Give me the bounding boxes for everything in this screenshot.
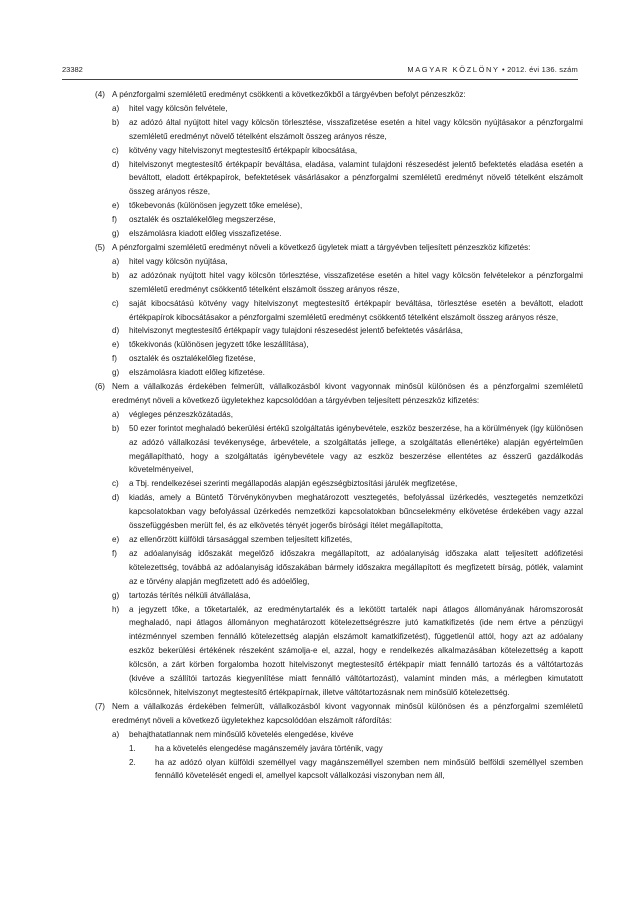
- list-item-letter: a): [112, 256, 120, 266]
- paragraph-text: Nem a vállalkozás érdekében felmerült, vállalkozásból kivont vagyonnak minősül különösen és a pénzforgalmi szemléletű eredményt növeli a következő ügyletekhez kapcsolódóan a tárgyévben teljesített pénzeszköz kifizetés:: [112, 382, 583, 405]
- list-item: [112, 269, 583, 297]
- list-item-text: hitelviszonyt megtestesítő értékpapír beváltása, eladása, valamint tulajdoni részesedést jelentő befektetés eladása esetén a beváltott, eladott értékpapírok, befektetések vásárlásakor a pénzforgalmi szemléletű eredményt növelő tételként elszámolt összeg arányos része,: [129, 159, 583, 197]
- list-item: [112, 547, 583, 589]
- header-rule: [62, 79, 578, 80]
- list-item-text: tőkebevonás (különösen jegyzett tőke emelése),: [129, 201, 303, 211]
- paragraph-text: Nem a vállalkozás érdekében felmerült, vállalkozásból kivont vagyonnak minősül különösen és a pénzforgalmi szemléletű eredményt növeli a következő ügyletekhez kapcsolódóan elszámolt ráfordítás:: [112, 701, 583, 725]
- list-item: [112, 144, 583, 158]
- sub-list-item-number: 1.: [129, 743, 136, 753]
- list-item: [112, 102, 583, 116]
- list-item-text: hitel vagy kölcsön nyújtása,: [129, 256, 228, 266]
- list-item: [112, 477, 583, 491]
- list-item-text: hitelviszonyt megtestesítő értékpapír vagy tulajdoni részesedést jelentő befektetés vásárlása,: [129, 326, 463, 336]
- list-item-text: az ellenőrzött külföldi társasággal szemben teljesített kifizetés,: [129, 535, 353, 544]
- list-item: [112, 589, 583, 603]
- list-item-letter: g): [112, 368, 120, 378]
- list-item-text: tartozás térítés nélküli átvállalása,: [129, 590, 251, 600]
- paragraph-number: (4): [95, 90, 105, 99]
- list-item-text: az adóalanyiság időszakát megelőző időszakra megállapított, az adóalanyiság időszaka alatt teljesített adófizetési kötelezettség, továbbá az adóalanyiság időszakában bármely időszakra megállapított és megfizetett bírság, pótlék, valamint az e törvény alapján megfizetett adó és adóelőleg,: [129, 548, 583, 586]
- list-item-letter: e): [112, 340, 120, 350]
- list-item: [112, 352, 583, 366]
- list-item-letter: d): [112, 493, 120, 503]
- list-item-text: behajthatatlannak nem minősülő követelés elengedése, kivéve: [129, 729, 354, 739]
- paragraph-number: (5): [95, 242, 105, 252]
- list-item: [112, 213, 583, 227]
- list-item-letter: h): [112, 604, 120, 614]
- list-item: [112, 158, 583, 200]
- sub-list-item: [129, 742, 583, 756]
- list-item: [112, 116, 583, 144]
- sub-list-item-number: 2.: [129, 757, 136, 767]
- list-item-text: elszámolásra kiadott előleg kifizetése.: [129, 368, 265, 378]
- sub-list-item-text: ha az adózó olyan külföldi személlyel vagy magánszeméllyel szemben nem minősülő belföldi személlyel szemben fennálló követelését engedi el, amellyel kapcsolt vállalkozási viszonyban nem áll,: [155, 757, 583, 781]
- list-item-text: a Tbj. rendelkezései szerinti megállapodás alapján egészségbiztosítási járulék megfizetése,: [129, 479, 458, 489]
- page-header: [62, 64, 578, 76]
- paragraph: [95, 88, 583, 241]
- list-item-text: tőkekivonás (különösen jegyzett tőke leszállítása),: [129, 340, 309, 350]
- list-item-text: osztalék és osztalékelőleg megszerzése,: [129, 215, 276, 225]
- list-item: [112, 297, 583, 325]
- list-item-letter: b): [112, 423, 120, 433]
- list-item-text: az adózó által nyújtott hitel vagy kölcsön törlesztése, visszafizetése esetén a hitel vagy kölcsön nyújtásakor a pénzforgalmi szemléletű eredményt növelő tételként elszámolt összeg arányos része,: [129, 117, 583, 141]
- list-item-text: hitel vagy kölcsön felvétele,: [129, 103, 228, 113]
- list-item: [112, 533, 583, 547]
- list-item-text: elszámolásra kiadott előleg visszafizetése.: [129, 229, 282, 239]
- list-item-letter: g): [112, 229, 120, 239]
- list-item: [112, 227, 583, 241]
- list-item: [112, 199, 583, 213]
- list-item-letter: d): [112, 159, 120, 169]
- list-item-letter: a): [112, 409, 120, 419]
- list-item-letter: b): [112, 270, 120, 280]
- paragraph-text: A pénzforgalmi szemléletű eredményt növeli a következő ügyletek miatt a tárgyévben teljesített pénzeszköz kifizetés:: [112, 242, 531, 252]
- sub-list-item-text: ha a követelés elengedése magánszemély javára történik, vagy: [155, 743, 383, 753]
- list-item-letter: f): [112, 548, 117, 558]
- list-item-letter: c): [112, 479, 119, 489]
- list-item-text: saját kibocsátású kötvény vagy hitelviszonyt megtestesítő értékpapír beváltása, törlesztése esetén a beváltott, eladott értékpapírok kibocsátásakor a pénzforgalmi szemléletű eredményt csökkentő tételként elszámolt összeg arányos része,: [129, 298, 583, 322]
- paragraph-number: (7): [95, 701, 105, 711]
- header-bullet: •: [501, 65, 505, 74]
- list-item-text: osztalék és osztalékelőleg fizetése,: [129, 354, 256, 364]
- paragraph-number: (6): [95, 382, 105, 392]
- list-item: [112, 338, 583, 352]
- list-item-letter: a): [112, 729, 120, 739]
- list-item-letter: b): [112, 117, 120, 127]
- paragraph: [95, 380, 583, 700]
- list-item-text: az adózónak nyújtott hitel vagy kölcsön törlesztése, visszafizetése esetén a hitel vagy kölcsön felvételekor a pénzforgalmi szemléletű eredményt csökkentő tételként elszámolt összeg arányos része,: [129, 270, 583, 294]
- list-item: [112, 366, 583, 380]
- document-body: [95, 88, 583, 783]
- list-item-letter: e): [112, 535, 120, 544]
- list-item-letter: d): [112, 326, 120, 336]
- list-item: [112, 491, 583, 533]
- list-item-text: végleges pénzeszközátadás,: [129, 409, 233, 419]
- list-item-letter: a): [112, 103, 120, 113]
- list-item-letter: g): [112, 590, 120, 600]
- sub-list-item: [129, 756, 583, 784]
- issue-number: 2012. évi 136. szám: [507, 65, 578, 74]
- list-item-letter: f): [112, 354, 117, 364]
- list-item: [112, 603, 583, 700]
- list-item: [112, 255, 583, 269]
- page-number: 23382: [62, 65, 83, 74]
- list-item-text: 50 ezer forintot meghaladó bekerülési értékű szolgáltatás igénybevétele, eszköz beszerzése, ha a körülmények (így különösen az adózó vállalkozási tevékenysége, árbevétele, a szolgáltatás jellege, a szolgáltatás ellenértéke) alapján egyértelműen megállapítható, hogy a szolgáltatás igénybevétele vagy az eszköz beszerzése ellentétes az ésszerű gazdálkodás követelményeivel,: [129, 423, 583, 475]
- list-item-text: kiadás, amely a Büntető Törvénykönyvben meghatározott vesztegetés, befolyással üzérkedés, vesztegetés nemzetközi kapcsolatokban vagy befolyással üzérkedés nemzetközi kapcsolatokban bűncselekmény elkövetése érdekében vagy azzal összefüggésben merült fel, és az elkövetés tényét jogerős bírósági ítélet megállapította,: [129, 493, 583, 531]
- list-item: [112, 728, 583, 784]
- list-item-letter: f): [112, 215, 117, 225]
- list-item: [112, 408, 583, 422]
- list-item-letter: c): [112, 145, 119, 155]
- list-item-letter: e): [112, 201, 120, 211]
- list-item-text: kötvény vagy hitelviszonyt megtestesítő értékpapír kibocsátása,: [129, 145, 358, 155]
- paragraph-text: A pénzforgalmi szemléletű eredményt csökkenti a következőkből a tárgyévben befolyt pénzeszköz:: [112, 90, 466, 99]
- paragraph: [95, 241, 583, 380]
- list-item: [112, 422, 583, 478]
- journal-name: MAGYAR KÖZLÖNY: [407, 65, 500, 74]
- running-title: [407, 64, 578, 76]
- list-item-letter: c): [112, 298, 119, 308]
- list-item-text: a jegyzett tőke, a tőketartalék, az eredménytartalék és a lekötött tartalék napi átlagos állományának háromszorosát meghaladó, napi átlagos állományon meghatározott kötelezettségrészre jutó kamatkifizetés (ide nem értve a pénzügyi intézménnyel szemben fennálló kötelezettség alapján elszámolt kamatkifizetést), függetlenül attól, hogy azt az adóalany eszköz bekerülési értékének részeként számolja-e el, azzal, hogy e rendelkezés alkalmazásában kötelezettség a kapott kölcsön, a zárt körben forgalomba hozott hitelviszonyt megtestesítő értékpapír miatt fennálló tartozás és a váltótartozás (kivéve a szállítói tartozás kiegyenlítése miatt fennálló váltótartozást), valamint minden más, a mérlegben kimutatott kölcsönnek, hitelviszonyt megtestesítő értékpapírnak, illetve váltótartozásnak nem minősülő kötelezettség.: [129, 604, 583, 697]
- list-item: [112, 324, 583, 338]
- paragraph: [95, 700, 583, 783]
